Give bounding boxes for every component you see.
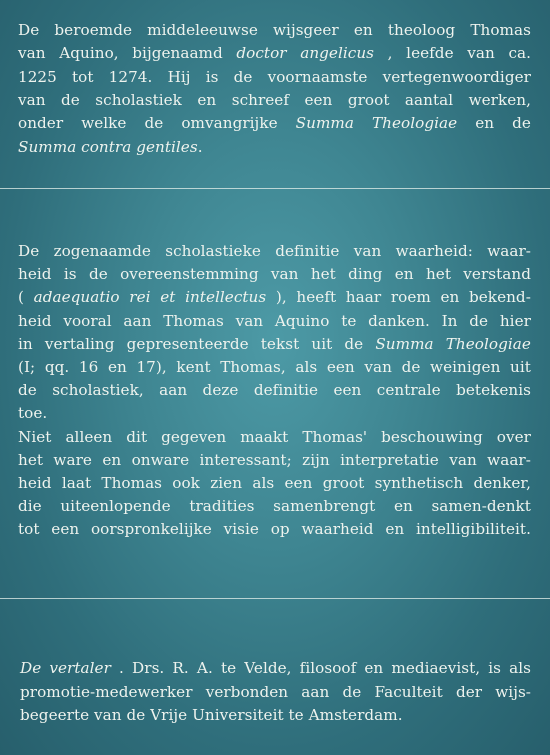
body-line: het ware en onware interessant; zijn interpretatie van waar- (18, 450, 531, 469)
divider-bottom (0, 598, 550, 599)
intro-line: van Aquino, bijgenaamd doctor angelicus , leefde van ca. (18, 44, 531, 63)
intro-line: Summa contra gentiles. (18, 137, 203, 156)
body-line: heid laat Thomas ook zien als een groot synthetisch denker, (18, 474, 531, 492)
translator-line: promotie-medewerker verbonden aan de Faculteit der wijs- (20, 682, 531, 701)
intro-line: van de scholastiek en schreef een groot aantal werken, (18, 90, 531, 109)
body-line: (I; qq. 16 en 17), kent Thomas, als een van de weinigen uit (18, 358, 531, 376)
body-line: heid vooral aan Thomas van Aquino te danken. In de hier (18, 311, 531, 330)
body-line: Niet alleen dit gegeven maakt Thomas' beschouwing over (18, 427, 531, 446)
body-line: die uiteenlopende tradities samenbrengt en samen-denkt (18, 497, 531, 516)
body-line: De zogenaamde scholastieke definitie van waarheid: waar- (18, 242, 531, 260)
body-line: de scholastiek, aan deze definitie een centrale betekenis (18, 381, 531, 400)
body-line: heid is de overeenstemming van het ding en het verstand (18, 265, 531, 284)
body-line: in vertaling gepresenteerde tekst uit de Summa Theologiae (18, 334, 531, 353)
body-line: ( adaequatio rei et intellectus ), heeft haar roem en bekend- (18, 288, 531, 307)
divider-top (0, 188, 550, 189)
body-line: toe. (18, 404, 48, 423)
intro-line: 1225 tot 1274. Hij is de voornaamste vertegenwoordiger (18, 67, 531, 86)
translator-line: De vertaler . Drs. R. A. te Velde, filosoof en mediaevist, is als (20, 659, 531, 677)
body-line: tot een oorspronkelijke visie op waarheid en intelligibiliteit. (18, 520, 531, 539)
translator-line: begeerte van de Vrije Universiteit te Amsterdam. (20, 706, 403, 724)
intro-line: onder welke de omvangrijke Summa Theologiae en de (18, 114, 531, 133)
intro-line: De beroemde middeleeuwse wijsgeer en theoloog Thomas (18, 21, 531, 39)
